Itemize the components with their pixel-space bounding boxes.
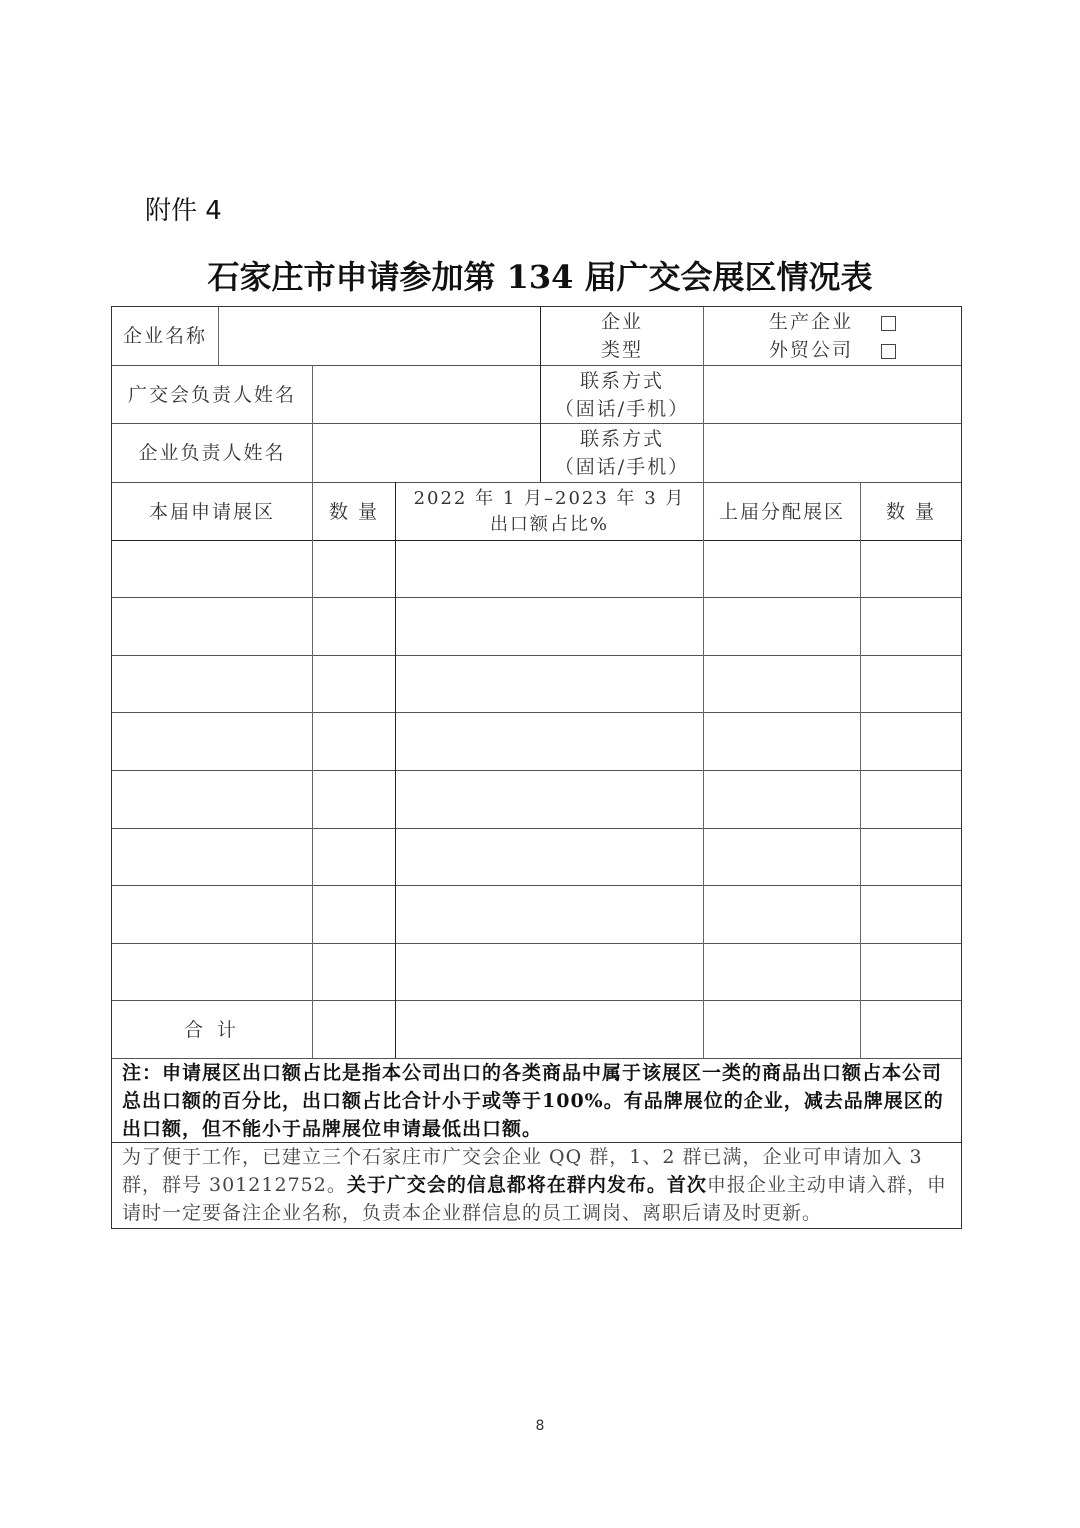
contact-label-line2: （固话/手机） — [554, 397, 690, 420]
page-number: 8 — [535, 1418, 545, 1434]
application-form-table — [111, 306, 962, 1229]
row-divider — [112, 770, 961, 771]
total-label: 合 计 — [183, 1018, 241, 1041]
col-divider — [703, 540, 704, 1058]
company-head-name-field[interactable] — [313, 424, 540, 482]
row-divider — [112, 712, 961, 713]
info-part1: 为了便于工作，已建立三个石家庄市广交会企业 QQ 群，1、2 群已满，企业可申请加入 3 群，群号 301212752。 — [122, 1146, 923, 1196]
contact-label-line1: 联系方式 — [579, 369, 664, 392]
info-part2: 申报企业主动申请入群，申请时一定要备注企业名称，负责本企业群信息的员工调岗、离职后请及时更新。 — [122, 1174, 947, 1224]
fair-contact-phone-field[interactable] — [704, 366, 961, 423]
header-export-ratio — [396, 483, 703, 540]
company-name-label: 企业名称 — [122, 325, 207, 347]
contact-method-label — [541, 424, 703, 482]
company-name-field[interactable] — [219, 307, 539, 365]
company-type-label-line2: 类型 — [600, 339, 643, 361]
fair-contact-name-field[interactable] — [313, 366, 540, 423]
header-current-zone: 本届申请展区 — [148, 500, 275, 523]
company-type-options — [704, 307, 961, 365]
row-divider — [112, 655, 961, 656]
col-divider — [860, 482, 861, 1058]
export-ratio-line2: 出口额占比% — [489, 513, 610, 535]
export-ratio-line1: 2022 年 1 月–2023 年 3 月 — [413, 487, 686, 509]
header-quantity: 数 量 — [328, 500, 380, 523]
row-divider — [112, 540, 961, 541]
company-head-phone-field[interactable] — [704, 424, 961, 482]
contact-method-label — [541, 366, 703, 423]
option-label: 外贸公司 — [768, 339, 853, 361]
fair-contact-label: 广交会负责人姓名 — [127, 383, 296, 406]
contact-label-line2: （固话/手机） — [554, 456, 690, 478]
contact-label-line1: 联系方式 — [579, 428, 664, 450]
header-quantity-2: 数 量 — [885, 500, 937, 523]
header-previous-zone: 上届分配展区 — [718, 500, 845, 523]
row-divider — [112, 597, 961, 598]
row-divider — [112, 885, 961, 886]
option-production-company[interactable] — [769, 308, 896, 336]
checkbox-icon[interactable] — [881, 344, 896, 359]
company-head-label: 企业负责人姓名 — [138, 442, 286, 464]
col-divider — [395, 482, 396, 1058]
note-text: 注：申请展区出口额占比是指本公司出口的各类商品中属于该展区一类的商品出口额占本公司总出口额的百分比，出口额占比合计小于或等于100%。有品牌展位的企业，减去品牌展区的出口额，但不能小于品牌展位申请最低出口额。 — [122, 1062, 944, 1140]
info-text — [122, 1143, 952, 1227]
row-divider — [112, 828, 961, 829]
option-trading-company[interactable] — [769, 336, 896, 364]
company-type-label — [541, 307, 703, 365]
company-type-label-line1: 企业 — [600, 311, 643, 333]
page-title: 石家庄市申请参加第 134 届广交会展区情况表 — [207, 258, 873, 296]
checkbox-icon[interactable] — [881, 316, 896, 331]
option-label: 生产企业 — [768, 311, 853, 333]
info-bold: 关于广交会的信息都将在群内发布。首次 — [346, 1174, 707, 1196]
row-divider — [112, 943, 961, 944]
attachment-label: 附件 4 — [145, 196, 222, 226]
